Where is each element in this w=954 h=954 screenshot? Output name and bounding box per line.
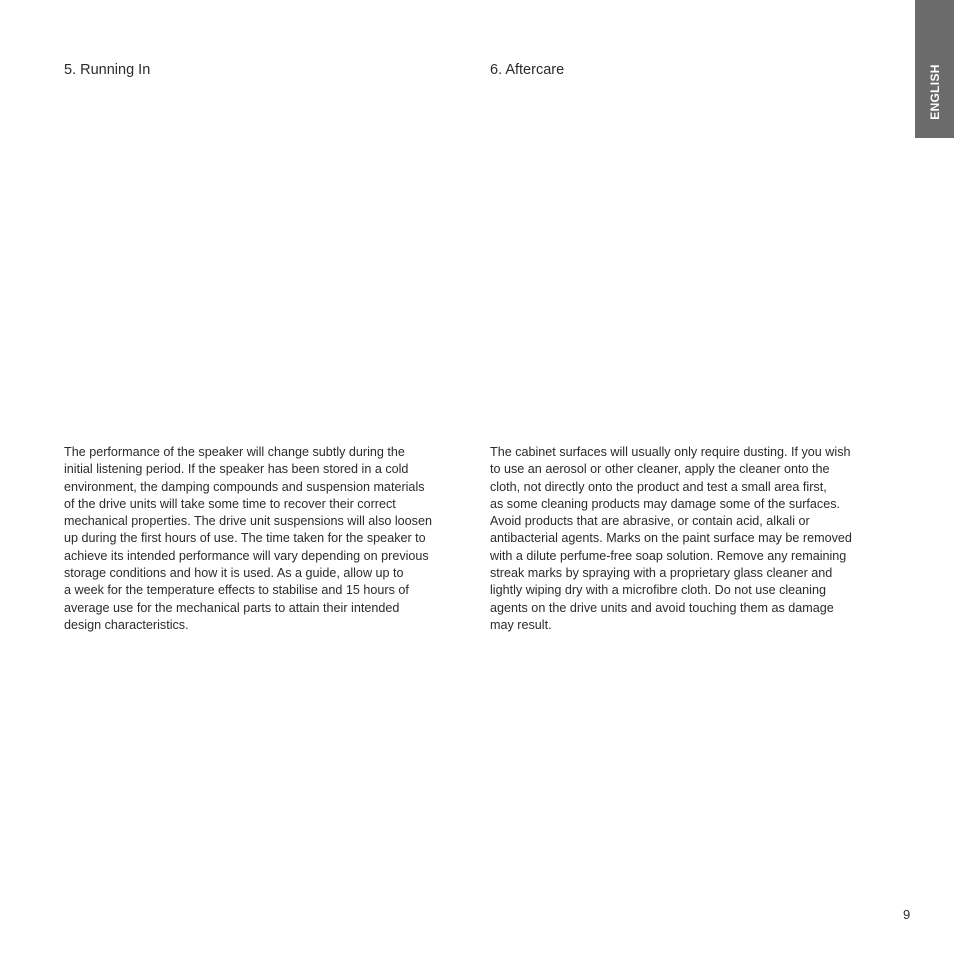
paragraph-line: cloth, not directly onto the product and test a small area first, (490, 479, 827, 494)
paragraph-line: average use for the mechanical parts to attain their intended (64, 600, 400, 615)
aftercare-paragraph (490, 444, 890, 634)
paragraph-line: streak marks by spraying with a proprietary glass cleaner and (490, 566, 833, 581)
paragraph-line: The performance of the speaker will change subtly during the (64, 445, 405, 459)
paragraph-line: environment, the damping compounds and suspension materials (64, 479, 425, 494)
section-heading-aftercare: 6. Aftercare (490, 62, 565, 78)
paragraph-line: to use an aerosol or other cleaner, apply the cleaner onto the (490, 462, 830, 477)
paragraph-line: design characteristics. (64, 617, 189, 632)
running-in-paragraph (64, 444, 464, 634)
paragraph-line: Avoid products that are abrasive, or contain acid, alkali or (490, 514, 810, 529)
paragraph-line: of the drive units will take some time to recover their correct (64, 496, 396, 511)
paragraph-line: The cabinet surfaces will usually only require dusting. If you wish (490, 445, 851, 459)
section-heading-running-in: 5. Running In (64, 62, 151, 78)
paragraph-line: antibacterial agents. Marks on the paint surface may be removed (490, 531, 852, 546)
paragraph-line: lightly wiping dry with a microfibre cloth. Do not use cleaning (490, 583, 826, 598)
paragraph-line: storage conditions and how it is used. As a guide, allow up to (64, 566, 404, 581)
paragraph-line: as some cleaning products may damage some of the surfaces. (490, 496, 841, 511)
paragraph-line: agents on the drive units and avoid touching them as damage (490, 600, 834, 615)
language-tab-label: ENGLISH (927, 64, 942, 120)
page-number: 9 (903, 907, 911, 922)
language-tab (915, 0, 954, 138)
paragraph-line: initial listening period. If the speaker has been stored in a cold (64, 462, 409, 477)
paragraph-line: with a dilute perfume-free soap solution. Remove any remaining (490, 548, 847, 563)
paragraph-line: achieve its intended performance will vary depending on previous (64, 548, 429, 563)
paragraph-line: up during the first hours of use. The time taken for the speaker to (64, 531, 426, 546)
paragraph-line: may result. (490, 617, 552, 632)
paragraph-line: a week for the temperature effects to stabilise and 15 hours of (64, 583, 409, 598)
paragraph-line: mechanical properties. The drive unit suspensions will also loosen (64, 514, 432, 529)
